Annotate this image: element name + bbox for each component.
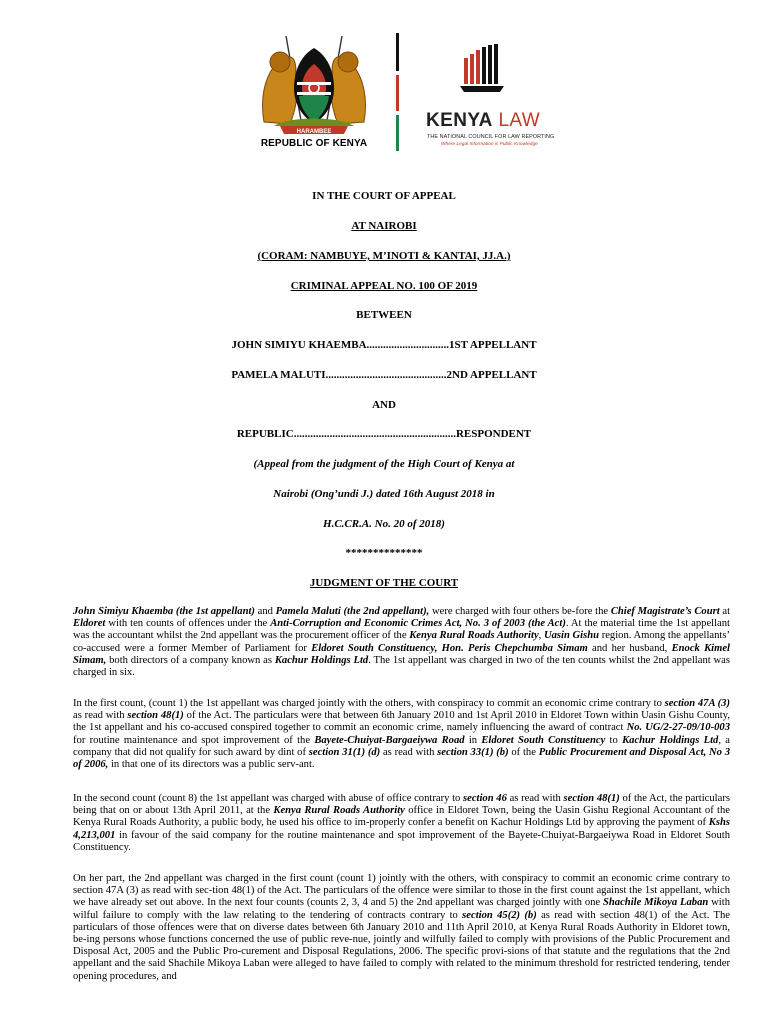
emphasized-run: Kachur Holdings Ltd bbox=[274, 654, 369, 666]
emphasized-run: No. UG/2-27-09/10-003 bbox=[626, 722, 731, 734]
emphasized-run: Pamela Maluti (the 2nd appellant), bbox=[275, 606, 430, 617]
emphasized-run: Kachur Holdings Ltd bbox=[622, 734, 719, 746]
text-run: On her part, the 2nd appellant was charged in the first count (count 1) jointly with the others, with conspiracy to commit an economic crime contrary to section 47A (3) as read with sec-tion 48(1) of the Act. The particulars of the offence were similar to those in the first count against the 1st appellant, which we have already set out above. In the next four counts (counts 2, 3, 4 and 5) the 2nd appellant was charged jointly with one bbox=[73, 873, 730, 909]
kenya-law-wordmark bbox=[426, 110, 556, 132]
kenya-coat-of-arms-logo bbox=[250, 30, 378, 152]
text-run: of the Act. The particulars were that between 6th January 2010 and 1st April 2010 in Eldoret Town within Uasin Gishu County, the 1st appellant and his co-accused conspired together to commit an economic crime, namely influencing the award of contract bbox=[73, 710, 730, 734]
text-run: , a company that did not qualify for such award by dint of bbox=[73, 734, 730, 758]
emphasized-run: Eldoret bbox=[73, 618, 106, 630]
document-header bbox=[0, 30, 768, 160]
paragraph-4 bbox=[73, 873, 730, 983]
text-run: In the second count (count 8) the 1st appellant was charged with abuse of office contrary to bbox=[73, 793, 464, 804]
text-run: as read with bbox=[73, 710, 128, 722]
party-respondent: REPUBLIC...........................................................RESPONDENT bbox=[236, 428, 532, 440]
emphasized-run: Kenya Rural Roads Authority bbox=[273, 805, 405, 817]
party-second-appellant: PAMELA MALUTI............................................2ND APPELLANT bbox=[231, 369, 537, 381]
paragraph-3 bbox=[73, 793, 730, 854]
emphasized-run: Eldoret South Constituency, Hon. Peris Chepchumba Simam bbox=[311, 642, 588, 654]
emphasized-run: Anti-Corruption and Economic Crimes Act, No. 3 of 2003 (the Act) bbox=[270, 618, 566, 630]
emphasized-run: section 31(1) (d) bbox=[308, 746, 381, 758]
text-run: and bbox=[254, 606, 276, 617]
emphasized-run: Public Procurement and Disposal Act, No 3 of 2006, bbox=[73, 746, 730, 771]
coat-of-arms-caption: REPUBLIC OF KENYA bbox=[260, 138, 368, 149]
emphasized-run: Eldoret South Constituency bbox=[481, 734, 606, 746]
text-run: and her husband, bbox=[587, 642, 672, 654]
text-run: office in Eldoret Town, being the Uasin Gishu Regional Accountant of the Kenya Rural Roads Authority, a public body, he used his office to im-properly confer a benefit on Kachur Holdings Ltd by approving the payment of bbox=[73, 805, 731, 829]
emphasized-run: John Simiyu Khaemba (the 1st appellant) bbox=[73, 606, 255, 617]
emphasized-run: section 33(1) (b) bbox=[437, 746, 509, 758]
emphasized-run: section 48(1) bbox=[563, 793, 620, 804]
text-run: In the first count, (count 1) the 1st appellant was charged jointly with the others, with conspiracy to commit an economic crime contrary to bbox=[73, 698, 665, 709]
emphasized-run: Shachile Mikoya Laban bbox=[603, 897, 709, 909]
court-name: IN THE COURT OF APPEAL bbox=[312, 190, 456, 202]
text-run: were charged with four others be-fore the bbox=[429, 606, 611, 617]
flag-color-bar bbox=[396, 33, 401, 151]
appeal-from-line-2: Nairobi (Ong’undi J.) dated 16th August 2018 in bbox=[273, 488, 495, 500]
kenya-law-wordmark-part1: KENYA bbox=[426, 110, 493, 131]
paragraph-2 bbox=[73, 698, 730, 771]
text-run: both directors of a company known as bbox=[106, 654, 275, 666]
kenya-law-tagline: Where Legal Information is Public Knowledge bbox=[441, 142, 538, 147]
emphasized-run: Enock Kimel Simam, bbox=[73, 642, 731, 666]
text-run: of the bbox=[508, 746, 539, 758]
emphasized-run: section 48(1) bbox=[127, 710, 184, 722]
text-run: in bbox=[464, 734, 482, 746]
appeal-from-line-1: (Appeal from the judgment of the High Court of Kenya at bbox=[253, 458, 515, 470]
party-first-appellant: JOHN SIMIYU KHAEMBA..............................1ST APPELLANT bbox=[231, 339, 537, 351]
text-run: region. Among the appellants’ co-accused were a former Member of Parliament for bbox=[73, 630, 731, 654]
emphasized-run: Kenya Rural Roads Authority bbox=[409, 630, 539, 642]
emphasized-run: section 46 bbox=[463, 793, 507, 804]
text-run: as read with bbox=[506, 793, 564, 804]
coram: (CORAM: NAMBUYE, M’INOTI & KANTAI, JJ.A.) bbox=[257, 250, 511, 262]
emphasized-run: Uasin Gishu bbox=[543, 630, 600, 642]
text-run: at bbox=[719, 606, 731, 617]
court-location: AT NAIROBI bbox=[351, 220, 417, 232]
text-run: in that one of its directors was a public serv-ant. bbox=[108, 759, 315, 771]
coat-of-arms-banner-text: HARAMBEE bbox=[296, 129, 332, 135]
emphasized-run: Chief Magistrate’s Court bbox=[610, 606, 720, 617]
appeal-from-line-3: H.C.CR.A. No. 20 of 2018) bbox=[323, 518, 445, 530]
kenya-law-wordmark-part2: LAW bbox=[492, 110, 541, 131]
emphasized-run: section 45(2) (b) bbox=[462, 909, 537, 921]
text-run: for routine maintenance and spot improvement of the bbox=[73, 734, 315, 746]
case-number: CRIMINAL APPEAL NO. 100 OF 2019 bbox=[290, 280, 478, 292]
and-label: AND bbox=[372, 399, 396, 411]
paragraph-1 bbox=[73, 606, 730, 679]
text-run: with wilful failure to comply with the law relating to the tendering of contracts contrary to bbox=[73, 897, 730, 921]
text-run: as read with bbox=[380, 746, 438, 758]
emphasized-run: Bayete-Chuiyat-Bargaeiywa Road bbox=[314, 734, 465, 746]
text-run: in favour of the said company for the routine maintenance and spot improvement of the Bayete-Chuiyat-Bargaeiywa Road in Eldoret South Constituency. bbox=[73, 829, 730, 853]
text-run: as read with section 48(1) of the Act. The particulars of those offences were that on diverse dates between 6th January 2010 and 11th April 2010, at Kenya Rural Roads Authority in Eldoret town, be-ing persons whose functions concerned the use of public reve-nue, jointly and wilfully failed to comply with provisions of the Public Procurement and Disposal Act, 2005 and the Public Pro-curement and Disposal Regulations, 2006. The specific provi-sions of that statute and the regulations that the 2nd appellant and the said Shachile Mikoya Laban were alleged to have failed to comply with related to the minimum threshold for restricted tendering, tender opening procedures, and bbox=[73, 909, 730, 982]
text-run: . The 1st appellant was charged in two of the ten counts whilst the 2nd appellant was charged in six. bbox=[73, 654, 730, 679]
separator-asterisks: ************** bbox=[345, 547, 423, 559]
judgment-heading: JUDGMENT OF THE COURT bbox=[309, 577, 459, 589]
kenya-law-subtitle: THE NATIONAL COUNCIL FOR LAW REPORTING bbox=[427, 134, 555, 140]
between-label: BETWEEN bbox=[356, 309, 412, 321]
emphasized-run: Kshs 4,213,001 bbox=[73, 817, 730, 841]
text-run: . At the material time the 1st appellant was the accountant whilst the 2nd appellant was the procurement officer of the bbox=[73, 618, 730, 642]
text-run: of the Act, the particulars being that on or about 13th April 2011, at the bbox=[73, 793, 730, 817]
text-run: , bbox=[538, 630, 544, 642]
text-run: to bbox=[605, 734, 623, 746]
emphasized-run: section 47A (3) bbox=[664, 698, 730, 709]
text-run: with ten counts of offences under the bbox=[105, 618, 271, 630]
